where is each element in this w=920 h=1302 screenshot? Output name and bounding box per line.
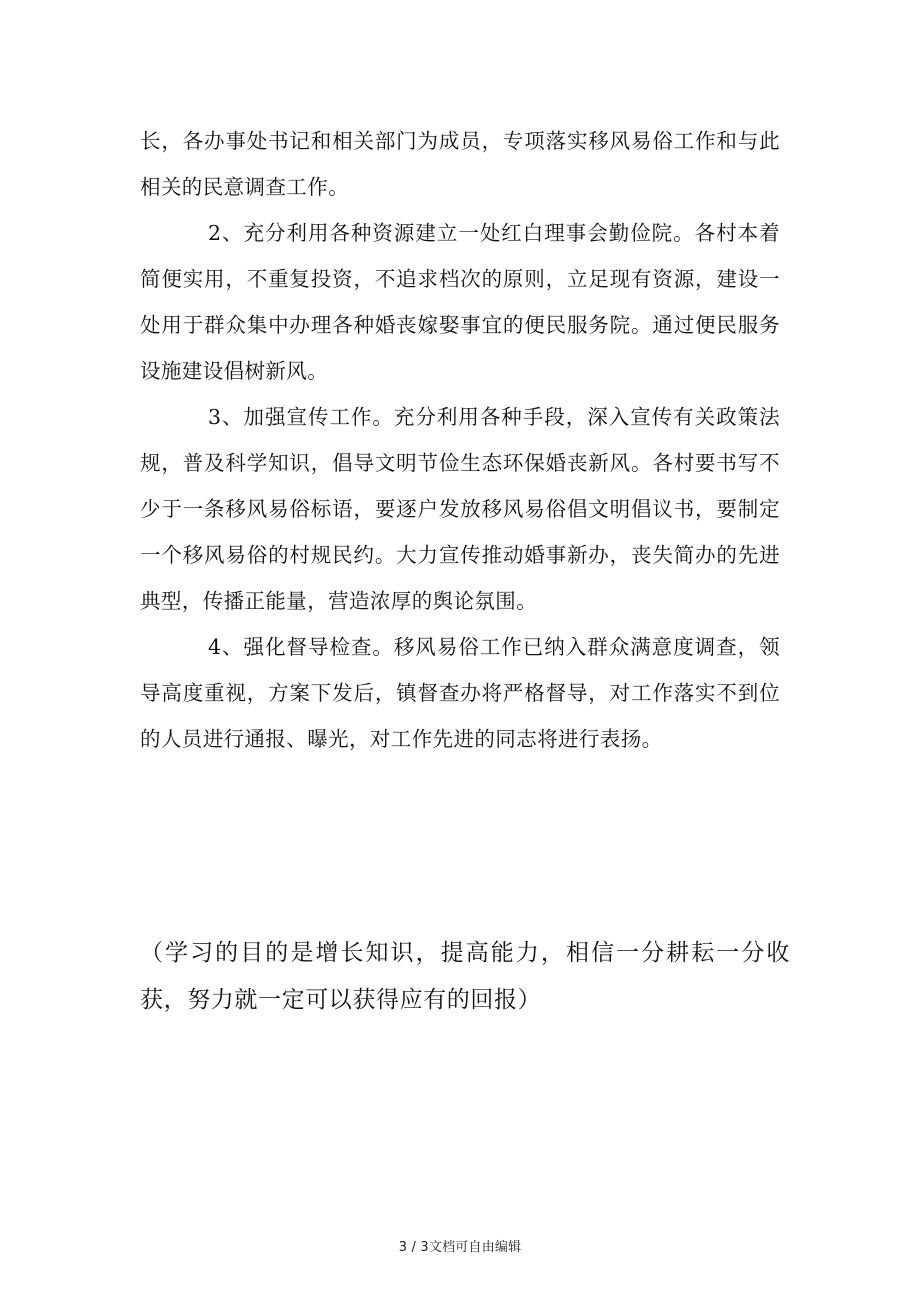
paragraph-item-2: 2、充分利用各种资源建立一处红白理事会勤俭院。各村本着简便实用，不重复投资，不追求档次的原则，立足现有资源，建设一处用于群众集中办理各种婚丧嫁娶事宜的便民服务院。通过便民服务设施建设倡树新风。 — [140, 221, 780, 383]
paragraph-item-4: 4、强化督导检查。移风易俗工作已纳入群众满意度调查，领导高度重视，方案下发后，镇督查办将严格督导，对工作落实不到位的人员进行通报、曝光，对工作先进的同志将进行表扬。 — [140, 635, 780, 751]
page-footer: 3 / 3文档可自由编辑 — [398, 1240, 522, 1255]
closing-note: （学习的目的是增长知识，提高能力，相信一分耕耘一分收获，努力就一定可以获得应有的回报） — [140, 940, 790, 1013]
document-body — [140, 118, 780, 762]
paragraph-item-3: 3、加强宣传工作。充分利用各种手段，深入宣传有关政策法规，普及科学知识，倡导文明节俭生态环保婚丧新风。各村要书写不少于一条移风易俗标语，要逐户发放移风易俗倡文明倡议书，要制定一个移风易俗的村规民约。大力宣传推动婚事新办，丧失简办的先进典型，传播正能量，营造浓厚的舆论氛围。 — [140, 405, 780, 613]
paragraph-continuation: 长，各办事处书记和相关部门为成员，专项落实移风易俗工作和与此相关的民意调查工作。 — [140, 129, 780, 199]
